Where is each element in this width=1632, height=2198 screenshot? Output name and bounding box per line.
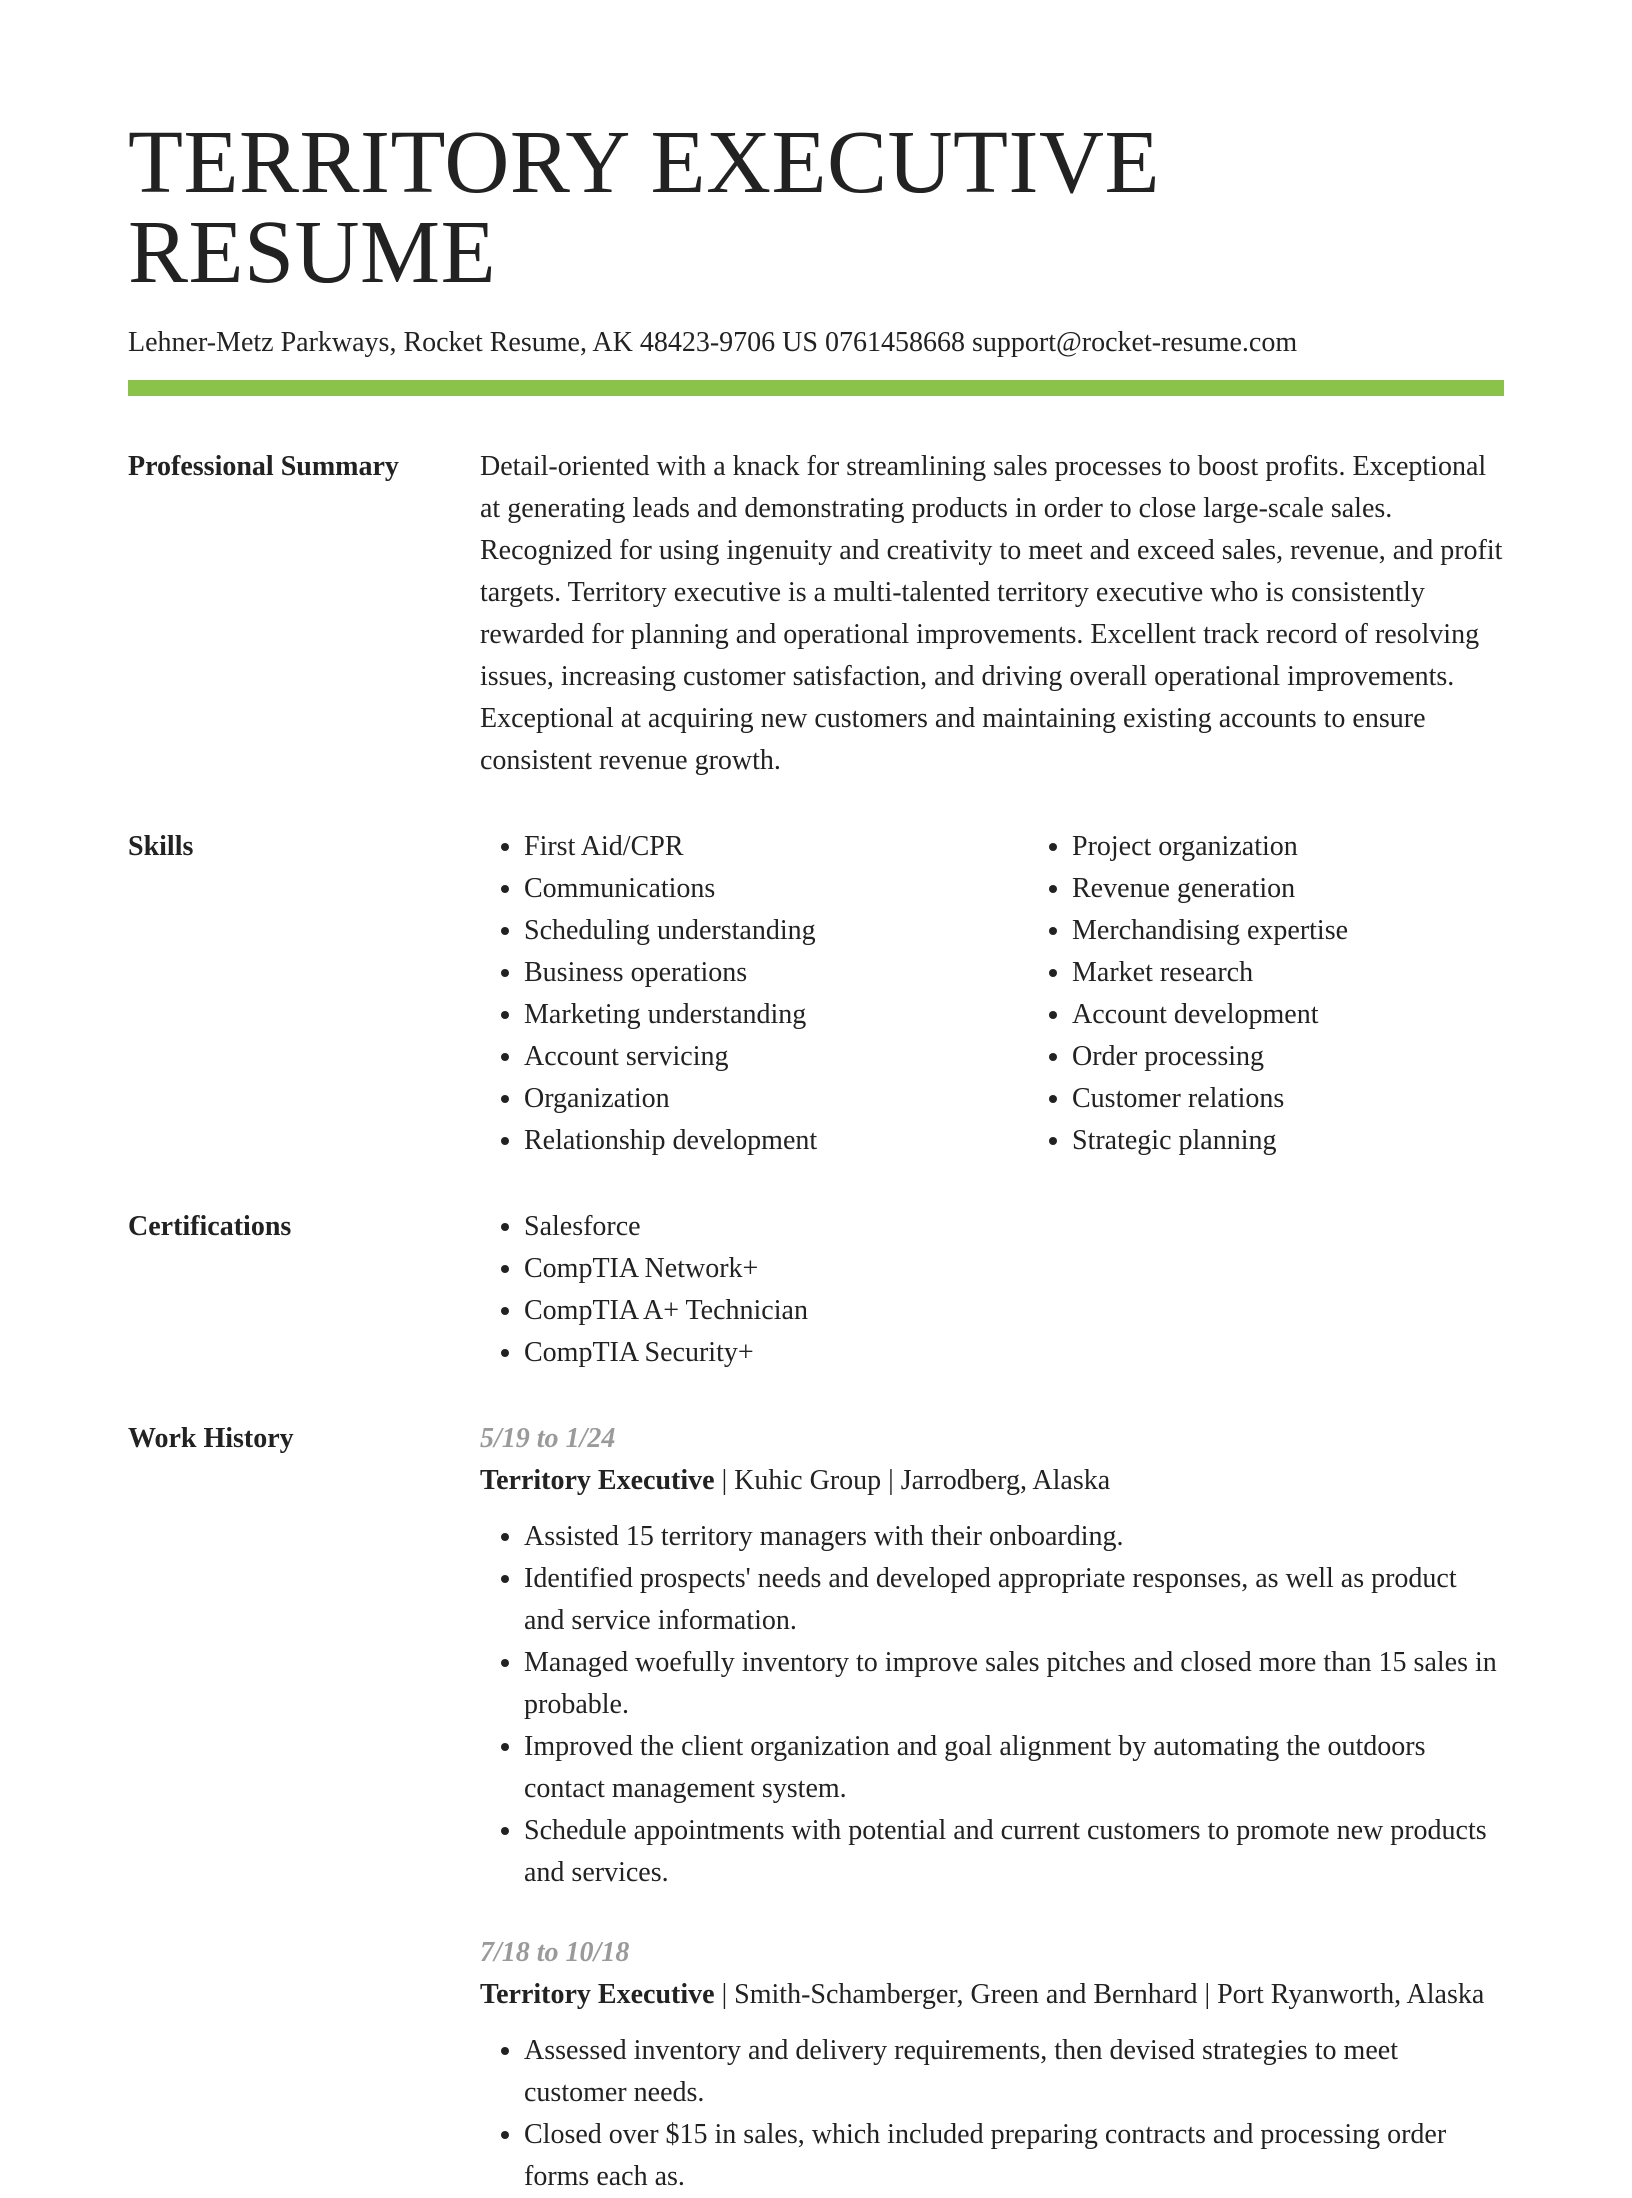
list-item: • Scheduling understanding (524, 910, 1028, 952)
skills-list-col1 (480, 826, 1028, 1162)
job-dates: 7/18 to 10/18 (480, 1936, 630, 1968)
summary-text: Detail-oriented with a knack for streamlining sales processes to boost profits. Exceptional at generating leads and demonstrating products in order to close large-scale sales. Recognized for using ingenuity and creativity to meet and exceed sales, revenue, and profit targets. Territory executive is a multi-talented territory executive who is consistently rewarded for planning and operational improvements. Excellent track record of resolving issues, increasing customer satisfaction, and driving overall operational improvements. Exceptional at acquiring new customers and maintaining existing accounts to ensure consistent revenue growth. (480, 450, 1503, 776)
list-item: • Customer relations (1072, 1078, 1576, 1120)
section-label-certifications: Certifications (128, 1210, 292, 1242)
accent-divider (128, 380, 1504, 396)
list-item: • Schedule appointments with potential and current customers to promote new products and services. (524, 1810, 1504, 1894)
certifications-list (480, 1206, 1504, 1374)
list-item: • First Aid/CPR (524, 826, 1028, 868)
list-item: • Order processing (1072, 1036, 1576, 1078)
list-item: • Organization (524, 1078, 1028, 1120)
list-item: • Assisted 15 territory managers with their onboarding. (524, 1516, 1504, 1558)
list-item: • Closed over $15 in sales, which included preparing contracts and processing order forms each as. (524, 2114, 1504, 2198)
page-title: TERRITORY EXECUTIVE RESUME (128, 113, 1160, 302)
list-item: • CompTIA Security+ (524, 1332, 1504, 1374)
list-item: • Business operations (524, 952, 1028, 994)
section-label-work-history: Work History (128, 1422, 294, 1454)
list-item: • Relationship development (524, 1120, 1028, 1162)
job-heading (480, 1974, 1504, 2016)
section-label-skills: Skills (128, 830, 194, 862)
list-item: • Strategic planning (1072, 1120, 1576, 1162)
skills-section (128, 826, 1504, 1162)
list-item: • Assessed inventory and delivery requirements, then devised strategies to meet customer needs. (524, 2030, 1504, 2114)
list-item: • Market research (1072, 952, 1576, 994)
list-item: • Identified prospects' needs and developed appropriate responses, as well as product and service information. (524, 1558, 1504, 1642)
list-item: • Revenue generation (1072, 868, 1576, 910)
list-item: • Merchandising expertise (1072, 910, 1576, 952)
list-item: • CompTIA A+ Technician (524, 1290, 1504, 1332)
job-dates: 5/19 to 1/24 (480, 1422, 616, 1454)
work-history-section (128, 1418, 1504, 2198)
certifications-section (128, 1206, 1504, 1374)
list-item: • Project organization (1072, 826, 1576, 868)
list-item: • Account development (1072, 994, 1576, 1036)
job-title: Territory Executive (480, 1464, 715, 1496)
list-item: • CompTIA Network+ (524, 1248, 1504, 1290)
job-details: | Smith-Schamberger, Green and Bernhard | Port Ryanworth, Alaska (714, 1978, 1485, 2010)
job-entry (480, 1418, 1504, 1894)
skills-list-col2 (1028, 826, 1576, 1162)
job-details: | Kuhic Group | Jarrodberg, Alaska (714, 1464, 1111, 1496)
list-item: • Marketing understanding (524, 994, 1028, 1036)
job-bullets (480, 1516, 1504, 1894)
list-item: • Communications (524, 868, 1028, 910)
list-item: • Improved the client organization and goal alignment by automating the outdoors contact management system. (524, 1726, 1504, 1810)
list-item: • Managed woefully inventory to improve sales pitches and closed more than 15 sales in probable. (524, 1642, 1504, 1726)
contact-line: Lehner-Metz Parkways, Rocket Resume, AK 48423-9706 US 0761458668 support@rocket-resume.com (128, 327, 1298, 358)
job-entry (480, 1932, 1504, 2198)
job-heading (480, 1460, 1504, 1502)
summary-section (128, 446, 1504, 782)
list-item: • Account servicing (524, 1036, 1028, 1078)
job-title: Territory Executive (480, 1978, 715, 2010)
list-item: • Salesforce (524, 1206, 1504, 1248)
job-bullets (480, 2030, 1504, 2198)
section-label-summary: Professional Summary (128, 450, 399, 482)
